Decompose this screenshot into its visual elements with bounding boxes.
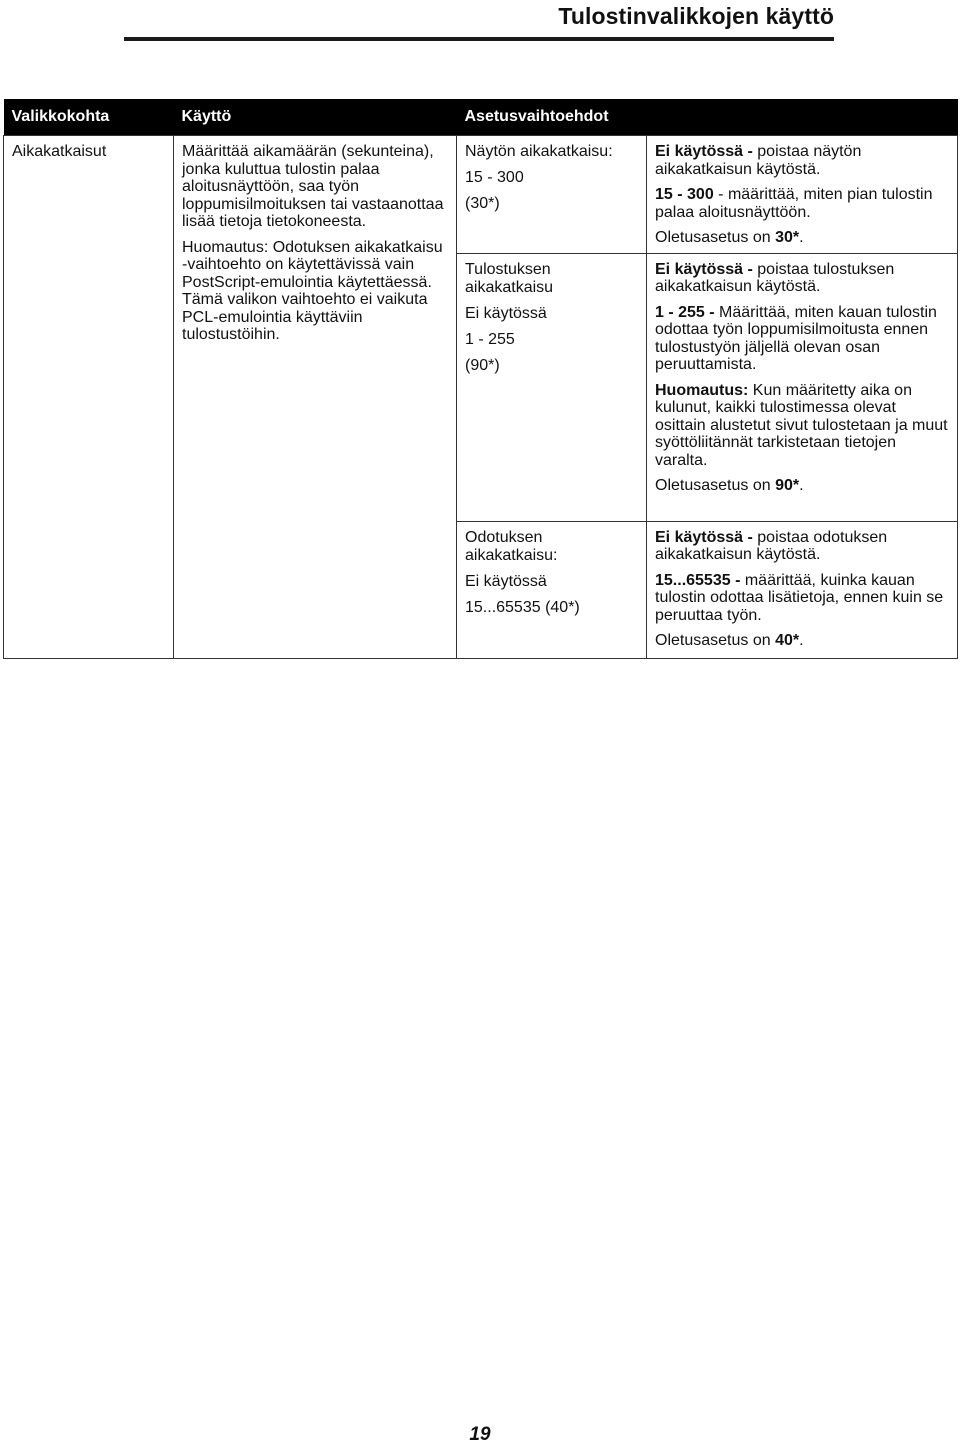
menu-item-cell (4, 136, 174, 659)
option-disabled: Ei käytössä (465, 304, 547, 322)
desc-disabled-label: Ei käytössä - (655, 143, 753, 160)
page-title: Tulostinvalikkojen käyttö (558, 3, 834, 29)
desc-range-label: 1 - 255 - (655, 303, 715, 321)
page-header (0, 0, 834, 30)
desc-note-label: Huomautus: (655, 381, 749, 399)
option-default: (30*) (465, 195, 500, 212)
desc-default (655, 632, 949, 650)
usage-note (182, 239, 448, 344)
option-default: (90*) (465, 356, 500, 374)
desc-default-label: Oletusasetus on (655, 632, 776, 649)
desc-default-value: 30* (775, 229, 800, 246)
menu-item-name: Aikakatkaisut (12, 143, 107, 160)
desc-range (655, 186, 949, 221)
desc-default-value: 90* (775, 477, 800, 494)
table-row (4, 136, 958, 254)
desc-default-label: Oletusasetus on (655, 229, 776, 246)
desc-default-value: 40* (775, 632, 800, 649)
desc-default-label: Oletusasetus on (655, 477, 776, 494)
desc-range-label: 15 - 300 (655, 186, 714, 203)
option-range: 15...65535 (40*) (465, 598, 580, 616)
option-cell-print-timeout (457, 253, 647, 521)
desc-range (655, 304, 949, 374)
desc-disabled-text: poistaa näytön aikakatkaisun käytöstä. (655, 143, 862, 178)
option-label: Näytön aikakatkaisu: (465, 143, 613, 160)
desc-default (655, 229, 949, 247)
header-usage: Käyttö (174, 99, 457, 136)
option-label: Odotuksen aikakatkaisu: (465, 528, 558, 564)
desc-range-label: 15...65535 - (655, 571, 741, 589)
option-label: Tulostuksen aikakatkaisu (465, 260, 554, 296)
header-options: Asetusvaihtoehdot (457, 99, 958, 136)
option-cell-display-timeout (457, 136, 647, 254)
usage-cell (174, 136, 457, 659)
title-rule (124, 37, 834, 41)
desc-disabled-label: Ei käytössä - (655, 528, 753, 546)
desc-disabled-text: poistaa odotuksen aikakatkaisun käytöstä. (655, 528, 888, 563)
description-cell-wait-timeout (647, 521, 958, 658)
desc-default-end: . (799, 632, 804, 649)
desc-disabled (655, 261, 949, 296)
desc-disabled-text: poistaa tulostuksen aikakatkaisun käytöstä. (655, 260, 895, 295)
usage-description: Määrittää aikamäärän (sekunteina), jonka kuluttua tulostin palaa aloitusnäyttöön, saa työn loppumisilmoituksen tai vastaanottaa lisää tietoja tietokoneesta. (182, 143, 444, 230)
desc-range-text: määrittää, kuinka kauan tulostin odottaa lisätietoja, ennen kuin se peruuttaa työn. (655, 571, 944, 624)
desc-disabled (655, 143, 949, 178)
desc-disabled-label: Ei käytössä - (655, 260, 753, 278)
desc-default-end: . (799, 229, 804, 246)
desc-note (655, 382, 949, 470)
page-number: 19 (469, 1424, 491, 1445)
desc-range (655, 572, 949, 625)
usage-note-label: Huomautus: (182, 238, 269, 256)
description-cell-print-timeout (647, 253, 958, 521)
option-disabled: Ei käytössä (465, 572, 547, 590)
desc-range-text: - määrittää, miten pian tulostin palaa aloitusnäyttöön. (655, 186, 933, 221)
desc-disabled (655, 529, 949, 564)
usage-note-text: Odotuksen aikakatkaisu -vaihtoehto on käytettävissä vain PostScript-emulointia käytettäessä. Tämä valikon vaihtoehto ei vaikuta PCL-emulointia käyttäviin tulostustöihin. (182, 238, 443, 343)
desc-note-text: Kun määritetty aika on kulunut, kaikki tulostimessa olevat osittain alustetut sivut tulostetaan ja muut syöttöliitännät tarkistetaan tietojen varalta. (655, 381, 948, 469)
option-range: 1 - 255 (465, 330, 515, 348)
menu-table (3, 99, 958, 659)
desc-range-text: Määrittää, miten kauan tulostin odottaa työn loppumisilmoitusta ennen tulostustyön jäljellä olevan osan peruuttamista. (655, 303, 937, 373)
desc-default-end: . (799, 477, 804, 494)
option-cell-wait-timeout (457, 521, 647, 658)
desc-default (655, 477, 949, 495)
description-cell-display-timeout (647, 136, 958, 254)
table-header-row (4, 99, 958, 136)
header-menu-item: Valikkokohta (4, 99, 174, 136)
option-range: 15 - 300 (465, 169, 524, 186)
